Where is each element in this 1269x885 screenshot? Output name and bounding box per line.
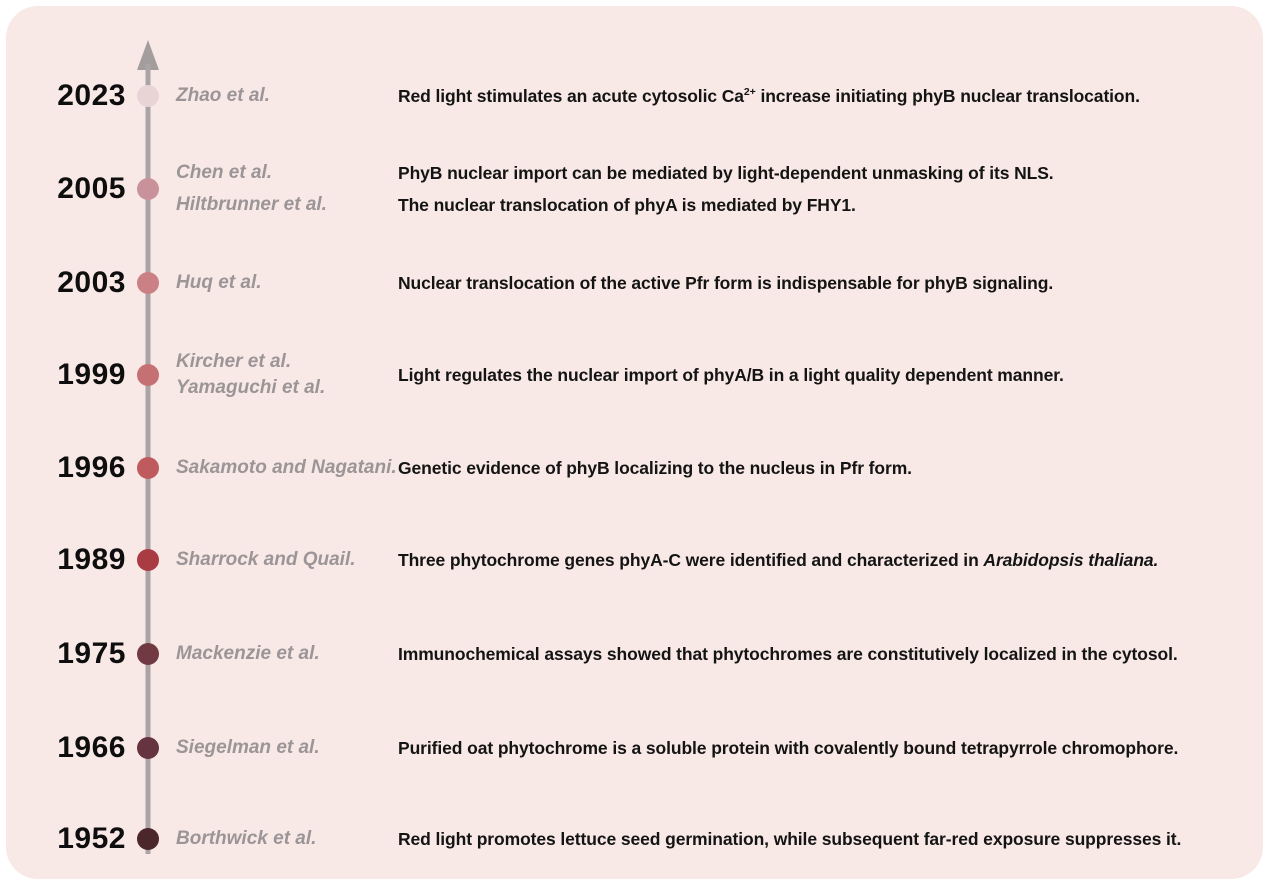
- entry-pair: [176, 83, 1237, 109]
- entry-pair: [176, 349, 1237, 401]
- author-line: Sharrock and Quail.: [176, 548, 356, 570]
- timeline-entry-1975: [176, 641, 1237, 667]
- author-line: Chen et al.: [176, 161, 273, 183]
- author-label: [176, 641, 398, 667]
- author-label: [176, 83, 398, 109]
- superscript-text: 2+: [743, 85, 756, 98]
- timeline-entry-1999: [176, 349, 1237, 401]
- year-label-2005: 2005: [57, 172, 126, 205]
- entry-pair: [176, 160, 1237, 186]
- timeline-entry-2003: [176, 270, 1237, 296]
- author-label: [176, 455, 398, 481]
- author-label: [176, 735, 398, 761]
- year-label-1966: 1966: [57, 731, 126, 764]
- plain-text: Red light stimulates an acute cytosolic Ca: [398, 85, 744, 106]
- year-label-1999: 1999: [57, 358, 126, 391]
- finding-text: [398, 737, 1237, 760]
- timeline-entry-2023: [176, 83, 1237, 109]
- author-label: [176, 270, 398, 296]
- timeline-entry-1996: [176, 455, 1237, 481]
- plain-text: Three phytochrome genes phyA-C were identified and characterized in: [398, 549, 984, 570]
- plain-text: The nuclear translocation of phyA is mediated by FHY1.: [398, 194, 856, 215]
- plain-text: Nuclear translocation of the active Pfr form is indispensable for phyB signaling.: [398, 272, 1054, 293]
- timeline-entry-2005: [176, 160, 1237, 218]
- timeline-dot-2005: [137, 178, 159, 200]
- author-label: [176, 826, 398, 852]
- finding-text: [398, 272, 1237, 295]
- timeline-dot-1952: [137, 828, 159, 850]
- timeline-dot-1966: [137, 737, 159, 759]
- entry-pair: [176, 641, 1237, 667]
- entry-pair: [176, 735, 1237, 761]
- author-label: [176, 547, 398, 573]
- author-line: Hiltbrunner et al.: [176, 194, 327, 215]
- plain-text: Genetic evidence of phyB localizing to the nucleus in Pfr form.: [398, 457, 912, 478]
- timeline-entry-1952: [176, 826, 1237, 852]
- year-label-1975: 1975: [57, 637, 126, 670]
- year-label-2003: 2003: [57, 266, 126, 299]
- timeline-dot-2003: [137, 272, 159, 294]
- entry-pair: [176, 192, 1237, 218]
- author-label: [176, 349, 398, 401]
- entry-pair: [176, 270, 1237, 296]
- finding-text: [398, 85, 1237, 108]
- finding-text: [398, 549, 1237, 572]
- plain-text: Purified oat phytochrome is a soluble protein with covalently bound tetrapyrrole chromophore.: [398, 737, 1179, 758]
- author-line: Kircher et al.: [176, 350, 292, 372]
- timeline-entry-1989: [176, 547, 1237, 573]
- author-line: Huq et al.: [176, 271, 262, 293]
- year-label-1996: 1996: [57, 451, 126, 484]
- italic-text: Arabidopsis thaliana.: [983, 549, 1159, 570]
- plain-text: Immunochemical assays showed that phytochromes are constitutively localized in the cytosol.: [398, 643, 1178, 664]
- timeline-dot-1989: [137, 549, 159, 571]
- entry-pair: [176, 455, 1237, 481]
- finding-text: [398, 828, 1237, 851]
- plain-text: Red light promotes lettuce seed germination, while subsequent far-red exposure suppresses it.: [398, 828, 1182, 849]
- author-line: Sakamoto and Nagatani.: [176, 456, 397, 478]
- timeline-dot-1999: [137, 364, 159, 386]
- author-line: Borthwick et al.: [176, 827, 317, 849]
- plain-text: Light regulates the nuclear import of phyA/B in a light quality dependent manner.: [398, 364, 1064, 385]
- author-label: [176, 160, 398, 186]
- entry-pair: [176, 826, 1237, 852]
- year-label-2023: 2023: [57, 79, 126, 112]
- finding-text: [398, 643, 1237, 666]
- entry-pair: [176, 547, 1237, 573]
- timeline-dot-2023: [137, 85, 159, 107]
- author-label: [176, 192, 398, 218]
- year-label-1989: 1989: [57, 543, 126, 576]
- finding-text: [398, 162, 1237, 185]
- timeline-entry-1966: [176, 735, 1237, 761]
- author-line: Yamaguchi et al.: [176, 377, 326, 398]
- author-line: Siegelman et al.: [176, 736, 320, 758]
- plain-text: PhyB nuclear import can be mediated by light-dependent unmasking of its NLS.: [398, 162, 1054, 183]
- author-line: Mackenzie et al.: [176, 642, 320, 664]
- timeline-panel: [6, 6, 1263, 879]
- finding-text: [398, 194, 1237, 217]
- year-label-1952: 1952: [57, 822, 126, 855]
- timeline-dot-1996: [137, 457, 159, 479]
- timeline-dot-1975: [137, 643, 159, 665]
- finding-text: [398, 457, 1237, 480]
- author-line: Zhao et al.: [176, 84, 270, 106]
- finding-text: [398, 364, 1237, 387]
- plain-text: increase initiating phyB nuclear translocation.: [755, 85, 1140, 106]
